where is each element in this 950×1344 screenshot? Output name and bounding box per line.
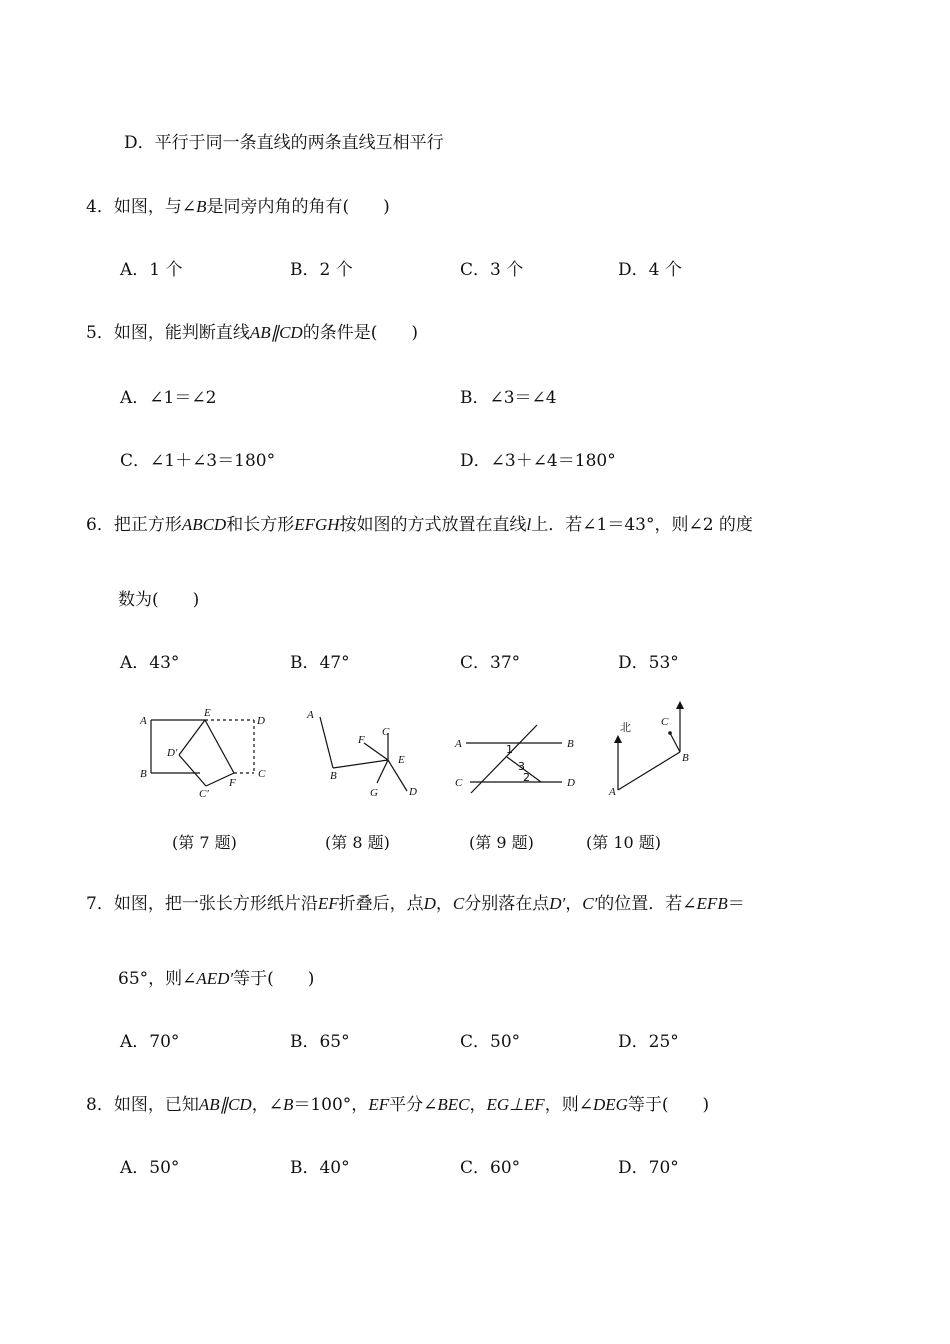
q4-stem: 4．如图，与∠B是同旁内角的角有( ) bbox=[86, 197, 390, 217]
fig7-label-B: B bbox=[140, 768, 147, 780]
q5-option-d: D．∠3＋∠4＝180° bbox=[460, 451, 616, 471]
q8-option-a: A．50° bbox=[120, 1158, 180, 1178]
fig9-label-3: 3 bbox=[518, 760, 525, 773]
figure-8 bbox=[306, 709, 417, 799]
caption-fig10: (第 10 题) bbox=[586, 833, 662, 852]
q7-option-b: B．65° bbox=[290, 1032, 350, 1052]
q8-stem: 8．如图，已知AB∥CD，∠B＝100°，EF平分∠BEC，EG⊥EF，则∠DEG等于( ) bbox=[86, 1095, 710, 1115]
fig10-label-C: C bbox=[661, 716, 669, 728]
q6-stem: 6．把正方形ABCD和长方形EFGH按如图的方式放置在直线l上．若∠1＝43°，则∠2 的度 bbox=[86, 515, 753, 535]
q6-option-c: C．37° bbox=[460, 653, 521, 673]
q6-stem-line2: 数为( ) bbox=[118, 590, 200, 610]
fig9-label-C: C bbox=[455, 777, 463, 789]
figure-7 bbox=[139, 707, 266, 800]
fig7-label-Cprime: C′ bbox=[199, 788, 209, 800]
q5-stem: 5．如图，能判断直线AB∥CD的条件是( ) bbox=[86, 323, 418, 343]
q5-option-b: B．∠3＝∠4 bbox=[460, 388, 557, 408]
figures-strip bbox=[130, 695, 720, 805]
fig10-label-B: B bbox=[682, 752, 689, 764]
fig7-label-D: D bbox=[257, 715, 265, 727]
q5-option-a: A．∠1＝∠2 bbox=[120, 388, 217, 408]
q4-option-d: D．4 个 bbox=[618, 260, 682, 280]
q7-option-a: A．70° bbox=[120, 1032, 180, 1052]
fig9-label-1: 1 bbox=[506, 743, 513, 756]
q4-option-c: C．3 个 bbox=[460, 260, 524, 280]
q7-stem: 7．如图，把一张长方形纸片沿EF折叠后，点D，C分别落在点D′，C′的位置．若∠EFB＝ bbox=[86, 894, 745, 914]
caption-fig8: (第 8 题) bbox=[325, 833, 390, 852]
fig8-label-A: A bbox=[307, 709, 314, 721]
fig9-label-B: B bbox=[567, 738, 574, 750]
fig8-label-C: C bbox=[382, 726, 390, 738]
q4-option-a: A．1 个 bbox=[120, 260, 183, 280]
fig7-label-A: A bbox=[140, 715, 147, 727]
figure-10 bbox=[608, 701, 689, 798]
q6-option-a: A．43° bbox=[120, 653, 180, 673]
fig8-label-B: B bbox=[330, 770, 337, 782]
fig8-label-E: E bbox=[398, 754, 405, 766]
q3-option-d: D．平行于同一条直线的两条直线互相平行 bbox=[124, 133, 444, 153]
fig7-label-E: E bbox=[204, 707, 211, 719]
fig9-label-D: D bbox=[567, 777, 575, 789]
fig9-label-A: A bbox=[455, 738, 462, 750]
q6-option-d: D．53° bbox=[618, 653, 679, 673]
q6-option-b: B．47° bbox=[290, 653, 350, 673]
caption-fig9: (第 9 题) bbox=[469, 833, 534, 852]
fig7-label-C: C bbox=[258, 768, 266, 780]
q7-stem-line2: 65°，则∠AED′等于( ) bbox=[118, 969, 315, 989]
q4-option-b: B．2 个 bbox=[290, 260, 353, 280]
fig8-label-G: G bbox=[370, 787, 378, 799]
q7-option-c: C．50° bbox=[460, 1032, 521, 1052]
q5-option-c: C．∠1＋∠3＝180° bbox=[120, 451, 276, 471]
fig7-label-Dprime: D′ bbox=[167, 747, 178, 759]
q8-option-c: C．60° bbox=[460, 1158, 521, 1178]
fig10-label-A: A bbox=[609, 786, 616, 798]
q8-option-b: B．40° bbox=[290, 1158, 350, 1178]
q7-option-d: D．25° bbox=[618, 1032, 679, 1052]
fig7-label-F: F bbox=[229, 777, 236, 789]
q8-option-d: D．70° bbox=[618, 1158, 679, 1178]
caption-fig7: (第 7 题) bbox=[172, 833, 237, 852]
fig9-label-2: 2 bbox=[523, 771, 530, 784]
figure-9 bbox=[454, 725, 575, 793]
fig8-label-D: D bbox=[409, 786, 417, 798]
fig10-label-north: 北 bbox=[620, 721, 631, 734]
fig8-label-F: F bbox=[358, 734, 365, 746]
